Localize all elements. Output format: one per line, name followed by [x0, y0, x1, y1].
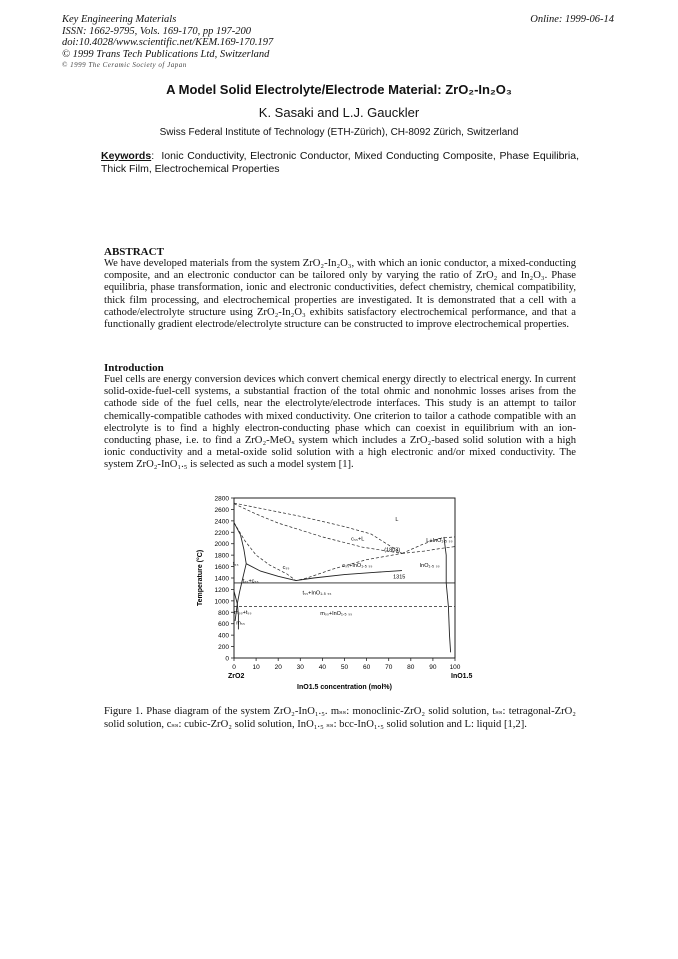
phase-field-label: InO₁.₅ ₛₛ — [419, 563, 440, 570]
phase-field-label: cₛₛ+InO₁.₅ ₛₛ — [342, 563, 373, 570]
y-tick-label: 2200 — [214, 529, 229, 537]
phase-boundary-line — [444, 537, 451, 652]
phase-boundary-line — [234, 503, 402, 553]
abstract-heading: ABSTRACT — [104, 246, 164, 258]
x-tick-label: 0 — [232, 664, 236, 671]
journal-issn: ISSN: 1662-9795, Vols. 169-170, pp 197-200 — [62, 25, 251, 37]
x-end-label-left: ZrO2 — [228, 673, 245, 680]
y-tick-label: 2600 — [214, 506, 229, 514]
y-tick-label: 800 — [218, 609, 229, 617]
phase-boundary-line — [296, 571, 402, 581]
figure-caption: Figure 1. Phase diagram of the system ZrO₂-InO₁.₅. mₛₛ: monoclinic-ZrO₂ solid solution, tₛₛ: tetragonal-ZrO₂ solid solution, cₛₛ: cubic-ZrO₂ solid solution, InO₁.₅ ₛₛ: bcc-InO₁.₅ solid solution and L: liquid [1,2]. — [104, 706, 576, 730]
y-tick-label: 0 — [225, 655, 229, 663]
keywords: Keywords: Ionic Conductivity, Electronic Conductor, Mixed Conducting Composite, Phase Equilibria, Thick Film, Electrochemical Properties — [101, 150, 579, 175]
x-tick-label: 20 — [274, 664, 282, 671]
y-tick-label: 1200 — [214, 586, 229, 594]
journal-doi: doi:10.4028/www.scientific.net/KEM.169-170.197 — [62, 37, 274, 48]
y-tick-label: 1800 — [214, 552, 229, 560]
x-end-label-right: InO1.5 — [451, 673, 473, 680]
phase-field-label: tₛₛ+InO₁.₅ ₛₛ — [302, 590, 332, 597]
y-tick-label: 600 — [218, 621, 229, 629]
phase-field-label: tₛₛ — [232, 561, 239, 568]
introduction-text: Fuel cells are energy conversion devices which convert chemical energy directly to electrical energy. In current solid-oxide-fuel-cell systems, a substantial fraction of the total ohmic and nonohmic losses arises from the cathode side of the fuel cells, near the electrolyte/electrode interfaces. This study is an attempt to tailor chemically-compatible cathodes with mixed conductivity. One criterion to tailor a cathode compatible with an electrolyte is to find a highly electron-conducting phase which can coexist in equilibrium with an ion-conducting phase, i.e. to find a ZrO₂-MeOₓ system which includes a ZrO₂-based solid solution with a high ionic conductivity and a metal-oxide solid solution with a high electronic and/or mixed conductivity. The system ZrO₂-InO₁.₅ is selected as such a model system [1]. — [104, 374, 576, 471]
journal-header — [62, 14, 273, 60]
x-tick-label: 10 — [252, 664, 260, 671]
y-tick-label: 1400 — [214, 575, 229, 583]
paper-affiliation: Swiss Federal Institute of Technology (ETH-Zürich), CH-8092 Zürich, Switzerland — [159, 127, 519, 138]
society-copyright-line: © 1999 The Ceramic Society of Japan — [62, 61, 187, 69]
phase-field-label: tₛₛ+cₛₛ — [242, 578, 259, 585]
online-date: Online: 1999-06-14 — [530, 14, 614, 25]
keywords-label: Keywords — [101, 150, 152, 162]
x-tick-label: 70 — [385, 664, 393, 671]
phase-boundary-line — [234, 504, 402, 554]
phase-field-label: L — [395, 516, 399, 523]
x-tick-label: 60 — [362, 664, 371, 671]
y-tick-label: 2800 — [214, 495, 229, 503]
paper-authors: K. Sasaki and L.J. Gauckler — [258, 105, 420, 120]
y-tick-label: 400 — [218, 632, 229, 640]
phase-field-label: cₛₛ+L — [351, 536, 365, 543]
phase-field-label: (1803) — [384, 547, 401, 554]
x-tick-label: 40 — [318, 664, 327, 671]
x-tick-label: 50 — [340, 664, 349, 671]
phase-boundary-line — [402, 547, 455, 554]
x-axis-label: InO1.5 concentration (mol%) — [297, 684, 392, 691]
phase-diagram — [190, 493, 480, 693]
x-tick-label: 80 — [407, 664, 415, 671]
phase-boundary-line — [234, 523, 246, 564]
y-tick-label: 2000 — [214, 541, 229, 549]
y-tick-label: 1000 — [214, 598, 229, 606]
keywords-list: Ionic Conductivity, Electronic Conductor, Mixed Conducting Composite, Phase Equilibria, Thick Film, Electrochemical Properties — [101, 150, 579, 175]
paper-title: A Model Solid Electrolyte/Electrode Material: ZrO₂-In₂O₃ — [166, 82, 512, 97]
x-tick-label: 90 — [429, 664, 437, 671]
x-tick-label: 100 — [449, 664, 461, 671]
phase-field-label: mₛₛ+InO₁.₅ ₛₛ — [320, 611, 353, 618]
abstract-text: We have developed materials from the system ZrO₂-In₂O₃, with which an ionic conductor, a mixed-conducting composite, and an electronic conductor can be tailored only by varying the ratio of ZrO₂ and In₂O₃. Phase equilibria, phase transformation, ionic and electronic conductivities, defect chemistry, chemical compatibility, thick film processing, and electrochemical properties are investigated. It is demonstrated that a cell with a cathode/electrolyte structure using ZrO₂-In₂O₃ exhibits satisfactory electrochemical performance, and that a functionally gradient electrode/electrolyte structure can be constructed to improve electrochemical properties. — [104, 258, 576, 331]
introduction-heading: Introduction — [104, 362, 164, 374]
journal-name: Key Engineering Materials — [62, 14, 177, 25]
phase-field-label: mₛₛ+tₛₛ — [234, 610, 252, 616]
x-tick-label: 30 — [296, 664, 304, 671]
plot-frame — [234, 498, 455, 658]
y-tick-label: 1600 — [214, 564, 229, 572]
phase-field-label: mₛₛ — [236, 620, 245, 627]
journal-copyright: © 1999 Trans Tech Publications Ltd, Switzerland — [62, 48, 270, 60]
phase-field-label: L+InO₁.₅ ₛₛ — [426, 538, 453, 544]
y-tick-label: 200 — [218, 644, 229, 652]
y-axis-label: Temperature (°C) — [197, 549, 204, 607]
phase-field-label: 1315 — [393, 574, 406, 581]
y-tick-label: 2400 — [214, 518, 229, 526]
phase-field-label: cₛₛ — [282, 564, 290, 571]
